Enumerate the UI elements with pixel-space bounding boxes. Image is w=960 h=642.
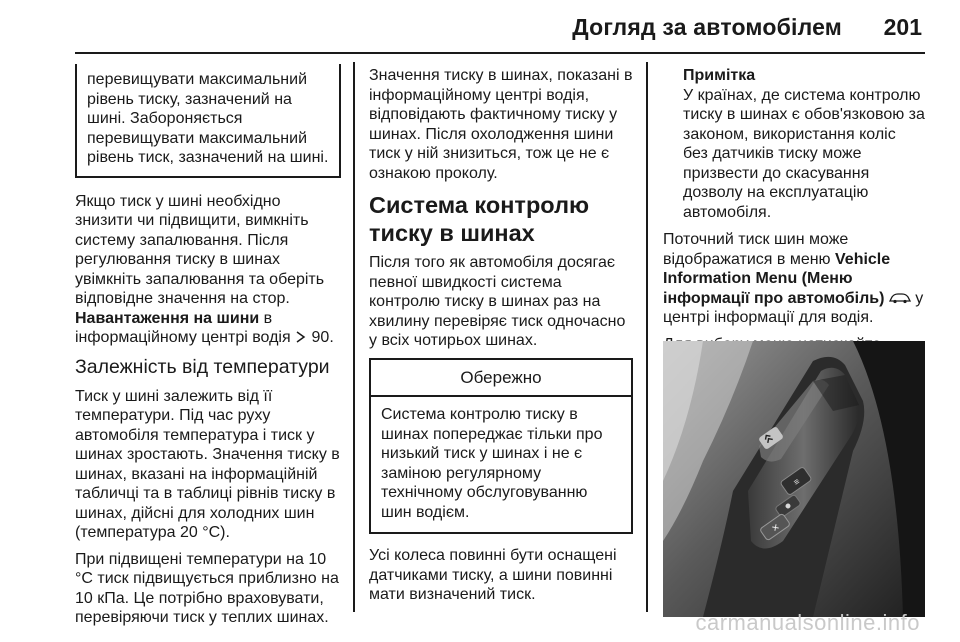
section-heading-tpms: Система контролю тиску в шинах — [369, 192, 590, 246]
paragraph-displayed-pressure: Значення тиску в шинах, показані в інформаційному центрі водія, відповідають фактичному тиску у шинах. Після охолодження шини тиск у ній знизиться, тож це не є ознакою проколу. — [369, 67, 633, 182]
caution-text: Система контролю тиску в шинах попереджає тільки про низький тиск у шинах і не є заміною регулярному технічному обслуговуванню шин водієм. — [381, 406, 603, 521]
menu-label-tire-load: Навантаження на шини — [75, 309, 260, 327]
paragraph-tpms-check: Після того як автомобіля досягає певної швидкості система контролю тиску в шинах раз на хвилину перевіряє тиск одночасно у всіх чотирьох шинах. — [369, 254, 626, 349]
car-icon — [889, 290, 911, 307]
paragraph-wheel-sensors: Усі колеса повинні бути оснащені датчиками тиску, а шини повинні мати визначений тиск. — [369, 547, 617, 603]
paragraph-current-pressure — [663, 230, 925, 328]
steering-column-switch-icon — [663, 341, 925, 617]
paragraph-tire-adjust — [75, 192, 341, 348]
column-3 — [663, 66, 925, 381]
column-1 — [75, 64, 341, 635]
page-number: 201 — [883, 14, 922, 40]
note-text: У країнах, де система контролю тиску в шинах є обов'язковою за законом, використання коліс без датчиків тиску може призвести до скасування дозволу на експлуатацію автомобіля. — [683, 86, 925, 221]
watermark: carmanualsonline.info — [695, 610, 920, 635]
steering-column-switch-photo — [663, 341, 925, 617]
text: у центрі інформації для водія. — [663, 289, 924, 326]
column-2 — [369, 66, 633, 612]
column-divider-2 — [646, 62, 648, 612]
note-block — [663, 66, 925, 222]
page-reference: 90. — [307, 329, 334, 346]
page-header-title: Догляд за автомобілем — [572, 14, 842, 40]
text: Якщо тиск у шині необхідно знизити чи підвищити, вимкніть систему запалювання. Після регулювання тиску в шинах увімкніть запалювання та оберіть відповідне значення на стор. — [75, 192, 325, 307]
tip-box — [75, 64, 341, 178]
text: в інформаційному центрі водія — [75, 309, 296, 346]
svg-text:≡: ≡ — [791, 476, 802, 488]
tip-box-text: перевищувати максимальний рівень тиску, зазначений на шині. Забороняється перевищувати максимальний рівень тиск, зазначений на шині. — [87, 71, 329, 166]
note-title: Примітка — [683, 67, 756, 84]
caution-title: Обережно — [371, 360, 631, 398]
header-rule — [75, 52, 925, 54]
paragraph-temperature: Тиск у шині залежить від її температури. Під час руху автомобіля температура і тиск у шинах зростають. Значення тиску в шинах, вказані на інформаційній табличці та в таблиці рівнів тиску в шинах, дійсні для холодних шин (температура 20 °C). — [75, 387, 340, 541]
menu-label-vehicle-info: Vehicle Information Menu (Меню інформації про автомобіль) — [663, 250, 891, 307]
column-divider-1 — [353, 62, 355, 612]
svg-text:✕: ✕ — [769, 521, 782, 535]
paragraph-temperature-increase: При підвищені температури на 10 °C тиск підвищується приблизно на 10 кПа. Це потрібно враховувати, перевіряючи тиск у теплих шинах. — [75, 550, 339, 626]
caution-box — [369, 358, 633, 535]
arrow-ref-icon — [295, 329, 307, 346]
section-heading-temperature: Залежність від температури — [75, 355, 330, 378]
text: Поточний тиск шин може відображатися в меню — [663, 231, 849, 268]
